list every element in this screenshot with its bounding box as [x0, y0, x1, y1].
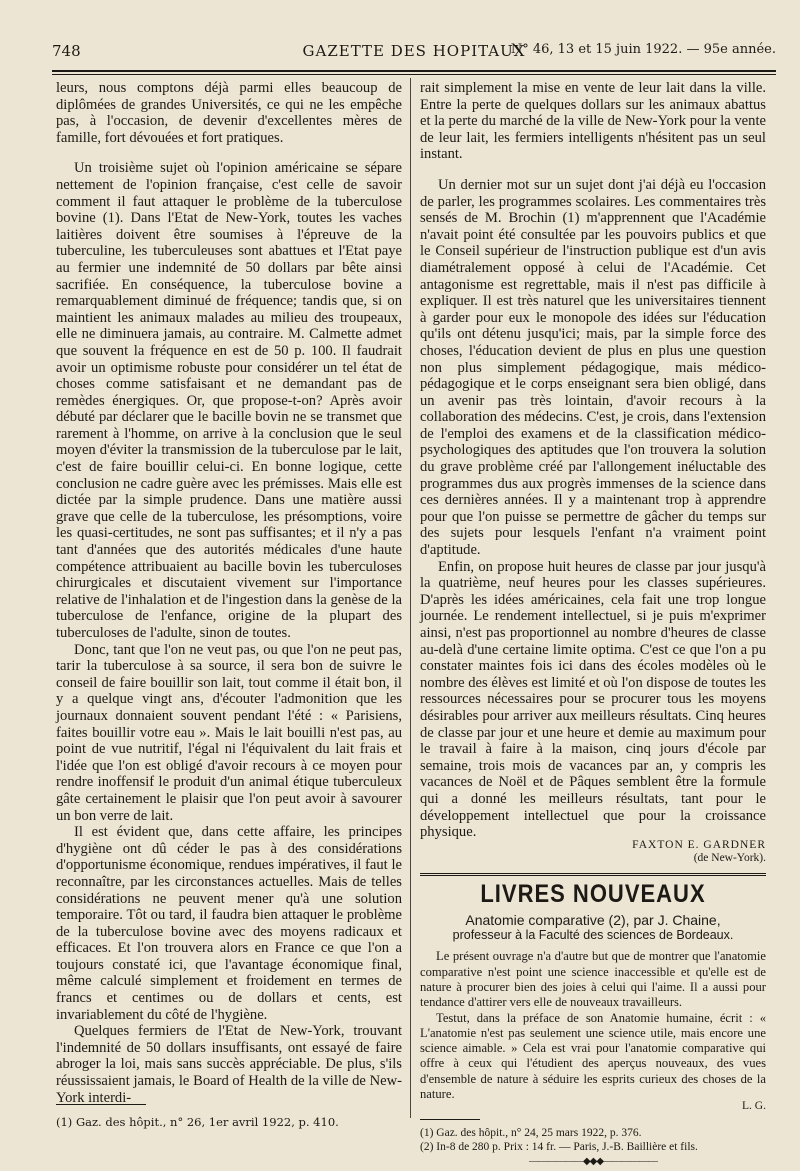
right-footnotes — [420, 1126, 766, 1154]
paragraph: Donc, tant que l'on ne veut pas, ou que l'on ne peut pas, tarir la tuberculose à sa source, il sera bon de suivre le conseil de faire bouillir son lait, tout comme il était bon, il y a quelque vingt ans, d'écouter l'admonition que les journaux donnaient souvent pendant l'été : « Parisiens, faites bouillir votre eau ». Mais le lait bouilli n'est pas, au point de vue nutritif, l'égal ni l'équivalent du lait frais et l'idée que l'on est obligé d'avoir recours à ce moyen pour rendre inoffensif le produit d'un animal étique tuberculeux gâte certainement le plaisir que l'on peut avoir à savourer un bon verre de lait. — [56, 641, 402, 824]
paragraph: Il est évident que, dans cette affaire, les principes d'hygiène ont dû céder le pas à des considérations d'opportunisme économique, rendues impératives, il faut le reconnaître, par les circonstances actuelles. Mais de telles considérations ne peuvent mener qu'à une solution temporaire. Tôt ou tard, il faudra bien attaquer le problème de la tuberculose bovine avec des moyens radicaux et efficaces. Et l'on trouvera alors en France ce que l'on a toujours constaté ici, que l'avantage économique final, même calculé simplement et froidement en termes de francs et centimes ou de dollars et cents, est invariablement du côté de l'hygiène. — [56, 824, 402, 1023]
book-author-affiliation: professeur à la Faculté des sciences de Bordeaux. — [452, 928, 734, 943]
author-place: (de New-York). — [693, 851, 766, 864]
paragraph: Un troisième sujet où l'opinion américaine se sépare nettement de l'opinion française, c'est celle de savoir comment il faut attaquer le problème de la tuberculose bovine (1). Dans l'Etat de New-York, toutes les vaches laitières doivent être soumises à l'épreuve de la tuberculine, les tuberculeuses sont abattues et l'Etat paye au fermier une indemnité de 50 dollars par bête ainsi sacrifiée. En conséquence, la tuberculose bovine a remarquablement diminué de fréquence; tandis que, si on maintient les animaux malades au milieu des troupeaux, elle ne diminuera jamais, au contraire. M. Calmette admet que souvent la fréquence en est de 50 p. 100. Il faudrait avoir un optimisme robuste pour considérer un tel état de choses comme satisfaisant et ne demandant pas de remèdes énergiques. Or, que propose-t-on? Après avoir débuté par déclarer que le bacille bovin ne se transmet que rarement à l'homme, on arrive à la conclusion que le seul moyen d'éviter la transmission de la tuberculose par le lait, c'est de faire bouillir celui-ci. En bonne logique, cette conclusion ne cadre guère avec les prémisses. Mais elle est dictée par la simple prudence. Dans une matière aussi grave que celle de la tuberculose, les présomptions, voire les quasi-certitudes, ne sont pas suffisantes; et il n'y a pas tant d'années que des autorités médicales d'une haute compétence attribuaient au bacille bovin les tuberculoses chirurgicales et discutaient vivement sur l'importance relative de l'inhalation et de l'ingestion dans la genèse de la tuberculose de l'enfance, origine de la plupart des tuberculoses de l'adulte, sinon de toutes. — [56, 160, 402, 641]
footnote: (2) In-8 de 280 p. Prix : 14 fr. — Paris, J.-B. Baillière et fils. — [420, 1141, 698, 1154]
left-footnote: (1) Gaz. des hôpit., n° 26, 1er avril 1922, p. 410. — [56, 1115, 339, 1129]
journal-title: GAZETTE DES HOPITAUX — [302, 42, 526, 60]
page-header — [52, 38, 776, 66]
review-paragraph: Testut, dans la préface de son Anatomie humaine, écrit : « L'anatomie n'est pas seulement une science utile, mais encore une science aimable. » Cela est vrai pour l'anatomie comparative qui offre à ceux qui l'étudient des aperçus nouveaux, des vues d'ensemble de nature à séduire les esprits curieux des choses de la nature. — [420, 1010, 766, 1101]
end-ornament: ——————◆◆◆—————— — [528, 1156, 658, 1168]
paragraph: Un dernier mot sur un sujet dont j'ai déjà eu l'occasion de parler, les programmes scolaires. Les commentaires très sensés de M. Brochin (1) m'apprennent que l'Académie n'avait point été consultée par les pouvoirs publics et que le Conseil supérieur de l'instruction publique est d'un avis diamétralement opposé à celui de l'Académie. Cet antagonisme est regrettable, mais il n'est pas difficile à expliquer. Il est très naturel que les universitaires tiennent à garder pour eux le monopole des idées sur l'éducation qu'ils ont détenu jusqu'ici; mais, par la simple force des choses, l'éducation devient de plus en plus une question non plus simplement pédagogique, mais médico-pédagogique et le corps enseignant sera bien obligé, dans un avenir pas très lointain, d'avoir recours à la collaboration des médecins. C'est, je crois, dans l'extension de l'emploi des examens et de la classification médico-psychologiques des aptitudes que l'on trouvera la solution du grave problème créé par l'allongement inéluctable des programmes dus aux progrès immenses de la science dans ces dernières années. Il y a maintenant trop à apprendre pour que l'on puisse se permettre de gâcher du temps sur des sujets pour lesquels l'enfant n'a vraiment point d'aptitude. — [420, 176, 766, 559]
review-paragraph: Le présent ouvrage n'a d'autre but que de montrer que l'anatomie comparative n'est point une science inaccessible et qu'elle est de nature à procurer bien des joies à celui qui l'aime. Il a aussi pour tendance d'attirer vers elle de nouveaux travailleurs. — [420, 949, 766, 1010]
section-rule — [420, 873, 766, 876]
footnote-rule — [56, 1104, 146, 1105]
book-title: Anatomie comparative (2), par J. Chaine, — [465, 912, 721, 929]
book-review — [420, 949, 766, 1113]
review-signature: L. G. — [742, 1100, 766, 1113]
paragraph: rait simplement la mise en vente de leur lait dans la ville. Entre la perte de quelques dollars sur les animaux abattus et la perte du marché de la ville de New-York pour la vente de leur lait, les fermiers intelligents n'hésitent pas un seul instant. — [420, 80, 766, 163]
footnote: (1) Gaz. des hôpit., n° 24, 25 mars 1922, p. 376. — [420, 1127, 642, 1140]
article-signature — [420, 839, 766, 865]
paragraph: Quelques fermiers de l'Etat de New-York, trouvant l'indemnité de 50 dollars insuffisants, ont essayé de faire abroger la loi, mais sans succès appréciable. De plus, s'ils réussissaient jamais, le Board of Health de la ville de New-York interdi- — [56, 1023, 402, 1106]
left-column — [56, 80, 402, 1106]
footnote-rule — [420, 1119, 480, 1120]
header-rule — [52, 70, 776, 75]
section-title: LIVRES NOUVEAUX — [480, 878, 706, 908]
author-name: FAXTON E. GARDNER — [632, 838, 766, 851]
issue-info: N° 46, 13 et 15 juin 1922. — 95e année. — [510, 42, 776, 57]
page-number: 748 — [52, 42, 81, 60]
paragraph: leurs, nous comptons déjà parmi elles beaucoup de diplômées de grandes Universités, ce qui ne les empêche pas, à l'occasion, de devenir d'excellentes mères de famille, fort dévouées et fort pratiques. — [56, 80, 402, 146]
paragraph: Enfin, on propose huit heures de classe par jour jusqu'à la quatrième, neuf heures pour les classes supérieures. D'après les idées américaines, cela fait une trop longue journée. Le rendement intellectuel, si je puis m'exprimer ainsi, n'est pas proportionnel au nombre d'heures de classe au-delà d'une certaine limite optima. C'est ce que l'on a pu constater maintes fois ici dans des écoles modèles où le nombre des élèves est limité et où l'on dispose de toutes les ressources nécessaires pour se procurer tous les moyens désirables pour arriver aux meilleurs résultats. Cinq heures de classe par jour et une heure et demie au maximum pour le travail à faire à la maison, cinq jours d'école par semaine, trois mois de vacances par an, y compris les vacances de Noël et de Pâques semblent être la formule qui a donné les meilleurs résultats, tant pour le développement intellectuel que pour la croissance physique. — [420, 558, 766, 841]
right-column — [420, 80, 766, 1171]
column-divider — [410, 78, 411, 1118]
